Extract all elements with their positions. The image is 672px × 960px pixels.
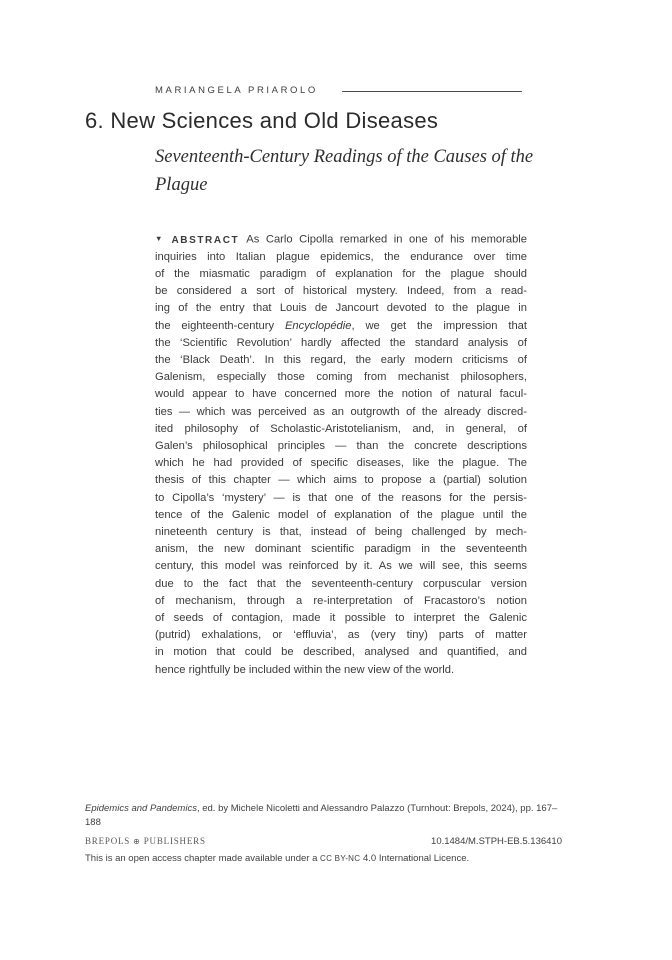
abstract-line: hence rightfully be included within the new view of the world. — [155, 663, 455, 676]
abstract-line: the ‘Black Death’. In this regard, the early modern criticisms of — [155, 353, 527, 366]
chapter-subtitle: Seventeenth-Century Readings of the Causes of the Plague — [155, 147, 534, 195]
abstract-line: of the miasmatic paradigm of explanation for the plague should — [155, 267, 527, 280]
abstract-line: nineteenth century is that, instead of being challenged by mech- — [155, 525, 527, 538]
abstract-line: (putrid) exhalations, or ‘effluvia’, as (very tiny) parts of matter — [155, 629, 527, 642]
abstract-line: ing of the entry that Louis de Jancourt devoted to the plague in — [155, 302, 527, 315]
abstract-line: the eighteenth-century Encyclopédie, we get the impression that — [155, 319, 528, 332]
abstract-line: ties — which was perceived as an outgrowth of the already discred- — [155, 405, 527, 418]
abstract-line: thesis of this chapter — which aims to propose a (partial) solution — [155, 474, 527, 487]
abstract-line: of seeds of contagion, made it possible to interpret the Galenic — [155, 611, 527, 624]
chapter-title: 6. New Sciences and Old Diseases — [85, 108, 439, 133]
publisher-row — [85, 835, 572, 849]
abstract — [155, 230, 527, 679]
abstract-marker-icon: ▼ — [155, 234, 172, 243]
book-title: Epidemics and Pandemics — [85, 803, 197, 814]
abstract-line: due to the fact that the seventeenth-century corpuscular version — [155, 577, 527, 590]
header-rule — [342, 91, 522, 92]
italic-term: Encyclopédie — [284, 319, 352, 332]
abstract-line: to Cipolla’s ‘mystery’ — is that one of the reasons for the persis- — [155, 491, 527, 504]
license-note: This is an open access chapter made available under a CC BY-NC 4.0 International Licence. — [85, 852, 470, 864]
abstract-line: be considered a sort of historical mystery. Indeed, from a read- — [155, 285, 527, 298]
abstract-line: Galen’s philosophical principles — than the concrete descriptions — [155, 439, 527, 452]
abstract-line: in motion that could be described, analysed and quantified, and — [155, 646, 527, 659]
abstract-line: century, this model was reinforced by it. As we will see, this seems — [155, 560, 527, 573]
abstract-line: the ‘Scientific Revolution’ hardly affected the standard analysis of — [155, 336, 527, 349]
doi: 10.1484/M.STPH-EB.5.136410 — [431, 836, 562, 847]
brepols-logo: BREPOLS ⊕ PUBLISHERS — [85, 836, 206, 846]
abstract-line: which he had provided of specific diseases, like the plague. The — [155, 457, 527, 470]
abstract-line: Galenism, especially those coming from mechanist philosophers, — [155, 371, 527, 384]
abstract-line: of mechanism, through a re-interpretation of Fracastoro’s notion — [155, 594, 527, 607]
abstract-label: ABSTRACT — [171, 234, 240, 246]
cc-license-abbr: CC BY-NC — [320, 853, 361, 863]
abstract-line: ▼ ABSTRACT As Carlo Cipolla remarked in one of his memorable — [155, 233, 527, 246]
author-row — [155, 85, 522, 96]
abstract-line: anism, the new dominant scientific paradigm in the seventeenth — [155, 543, 527, 556]
footer — [85, 802, 572, 865]
abstract-line: ited philosophy of Scholastic-Aristotelianism, and, in general, of — [155, 422, 527, 435]
abstract-line: tence of the Galenic model of explanation of the plague until the — [155, 508, 527, 521]
brepols-device-icon: ⊕ — [133, 837, 141, 846]
citation: Epidemics and Pandemics, ed. by Michele Nicoletti and Alessandro Palazzo (Turnhout: Brepols, 2024), pp. 167–188 — [85, 803, 558, 828]
abstract-line: inquiries into Italian plague epidemics, the endurance over time — [155, 250, 527, 263]
author-name: MARIANGELA PRIAROLO — [155, 85, 318, 96]
abstract-line: would appear to have concerned more the notion of natural facul- — [155, 388, 527, 401]
